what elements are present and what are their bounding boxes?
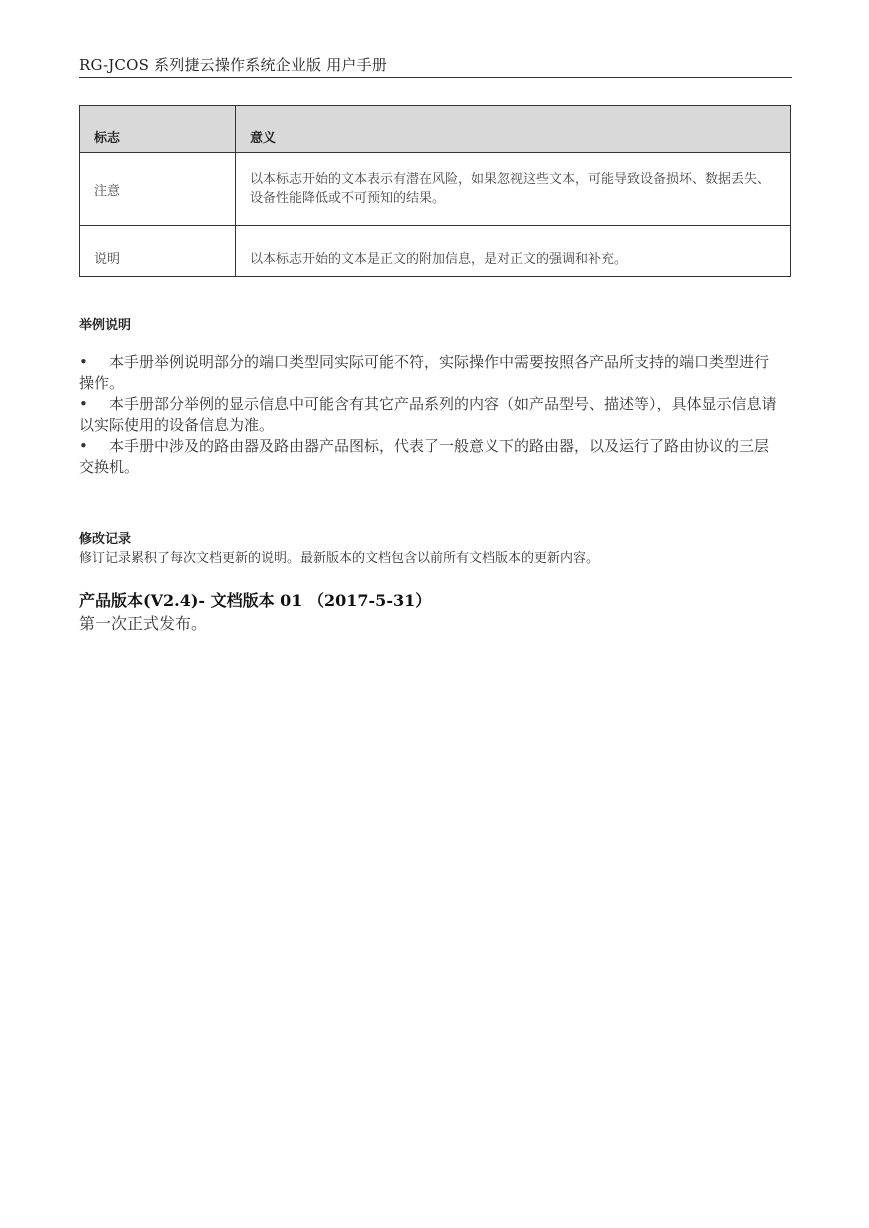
list-item (79, 394, 779, 436)
bullet-icon: • (79, 395, 88, 413)
version-body: 第一次正式发布。 (79, 614, 208, 633)
revision-heading: 修改记录 (79, 532, 132, 547)
legend-table (79, 105, 791, 277)
column-header-sign: 标志 (80, 106, 236, 153)
bullet-icon: • (79, 437, 88, 455)
list-item-text: 本手册举例说明部分的端口类型同实际可能不符，实际操作中需要按照各产品所支持的端口类型进行操作。 (79, 353, 770, 392)
sign-cell: 说明 (80, 226, 236, 277)
header-divider (79, 77, 792, 78)
sign-cell: 注意 (80, 153, 236, 226)
table-row (80, 153, 791, 226)
meaning-cell: 以本标志开始的文本是正文的附加信息，是对正文的强调和补充。 (236, 226, 791, 277)
table-row (80, 226, 791, 277)
meaning-cell (236, 153, 791, 226)
revision-description: 修订记录累积了每次文档更新的说明。最新版本的文档包含以前所有文档版本的更新内容。 (79, 551, 600, 566)
examples-heading: 举例说明 (79, 318, 132, 333)
column-header-meaning: 意义 (236, 106, 791, 153)
meaning-text: 以本标志开始的文本表示有潜在风险，如果忽视这些文本，可能导致设备损坏、数据丢失、设备性能降低或不可预知的结果。 (250, 172, 771, 206)
examples-list (79, 352, 779, 478)
list-item-text: 本手册部分举例的显示信息中可能含有其它产品系列的内容（如产品型号、描述等），具体显示信息请以实际使用的设备信息为准。 (79, 395, 777, 434)
list-item (79, 352, 779, 394)
bullet-icon: • (79, 353, 88, 371)
list-item-text: 本手册中涉及的路由器及路由器产品图标，代表了一般意义下的路由器，以及运行了路由协议的三层交换机。 (79, 437, 770, 476)
table-header-row (80, 106, 791, 153)
document-header: RG-JCOS 系列捷云操作系统企业版 用户手册 (79, 56, 388, 74)
version-title: 产品版本(V2.4)- 文档版本 01 （2017-5-31） (79, 591, 432, 610)
list-item (79, 436, 779, 478)
